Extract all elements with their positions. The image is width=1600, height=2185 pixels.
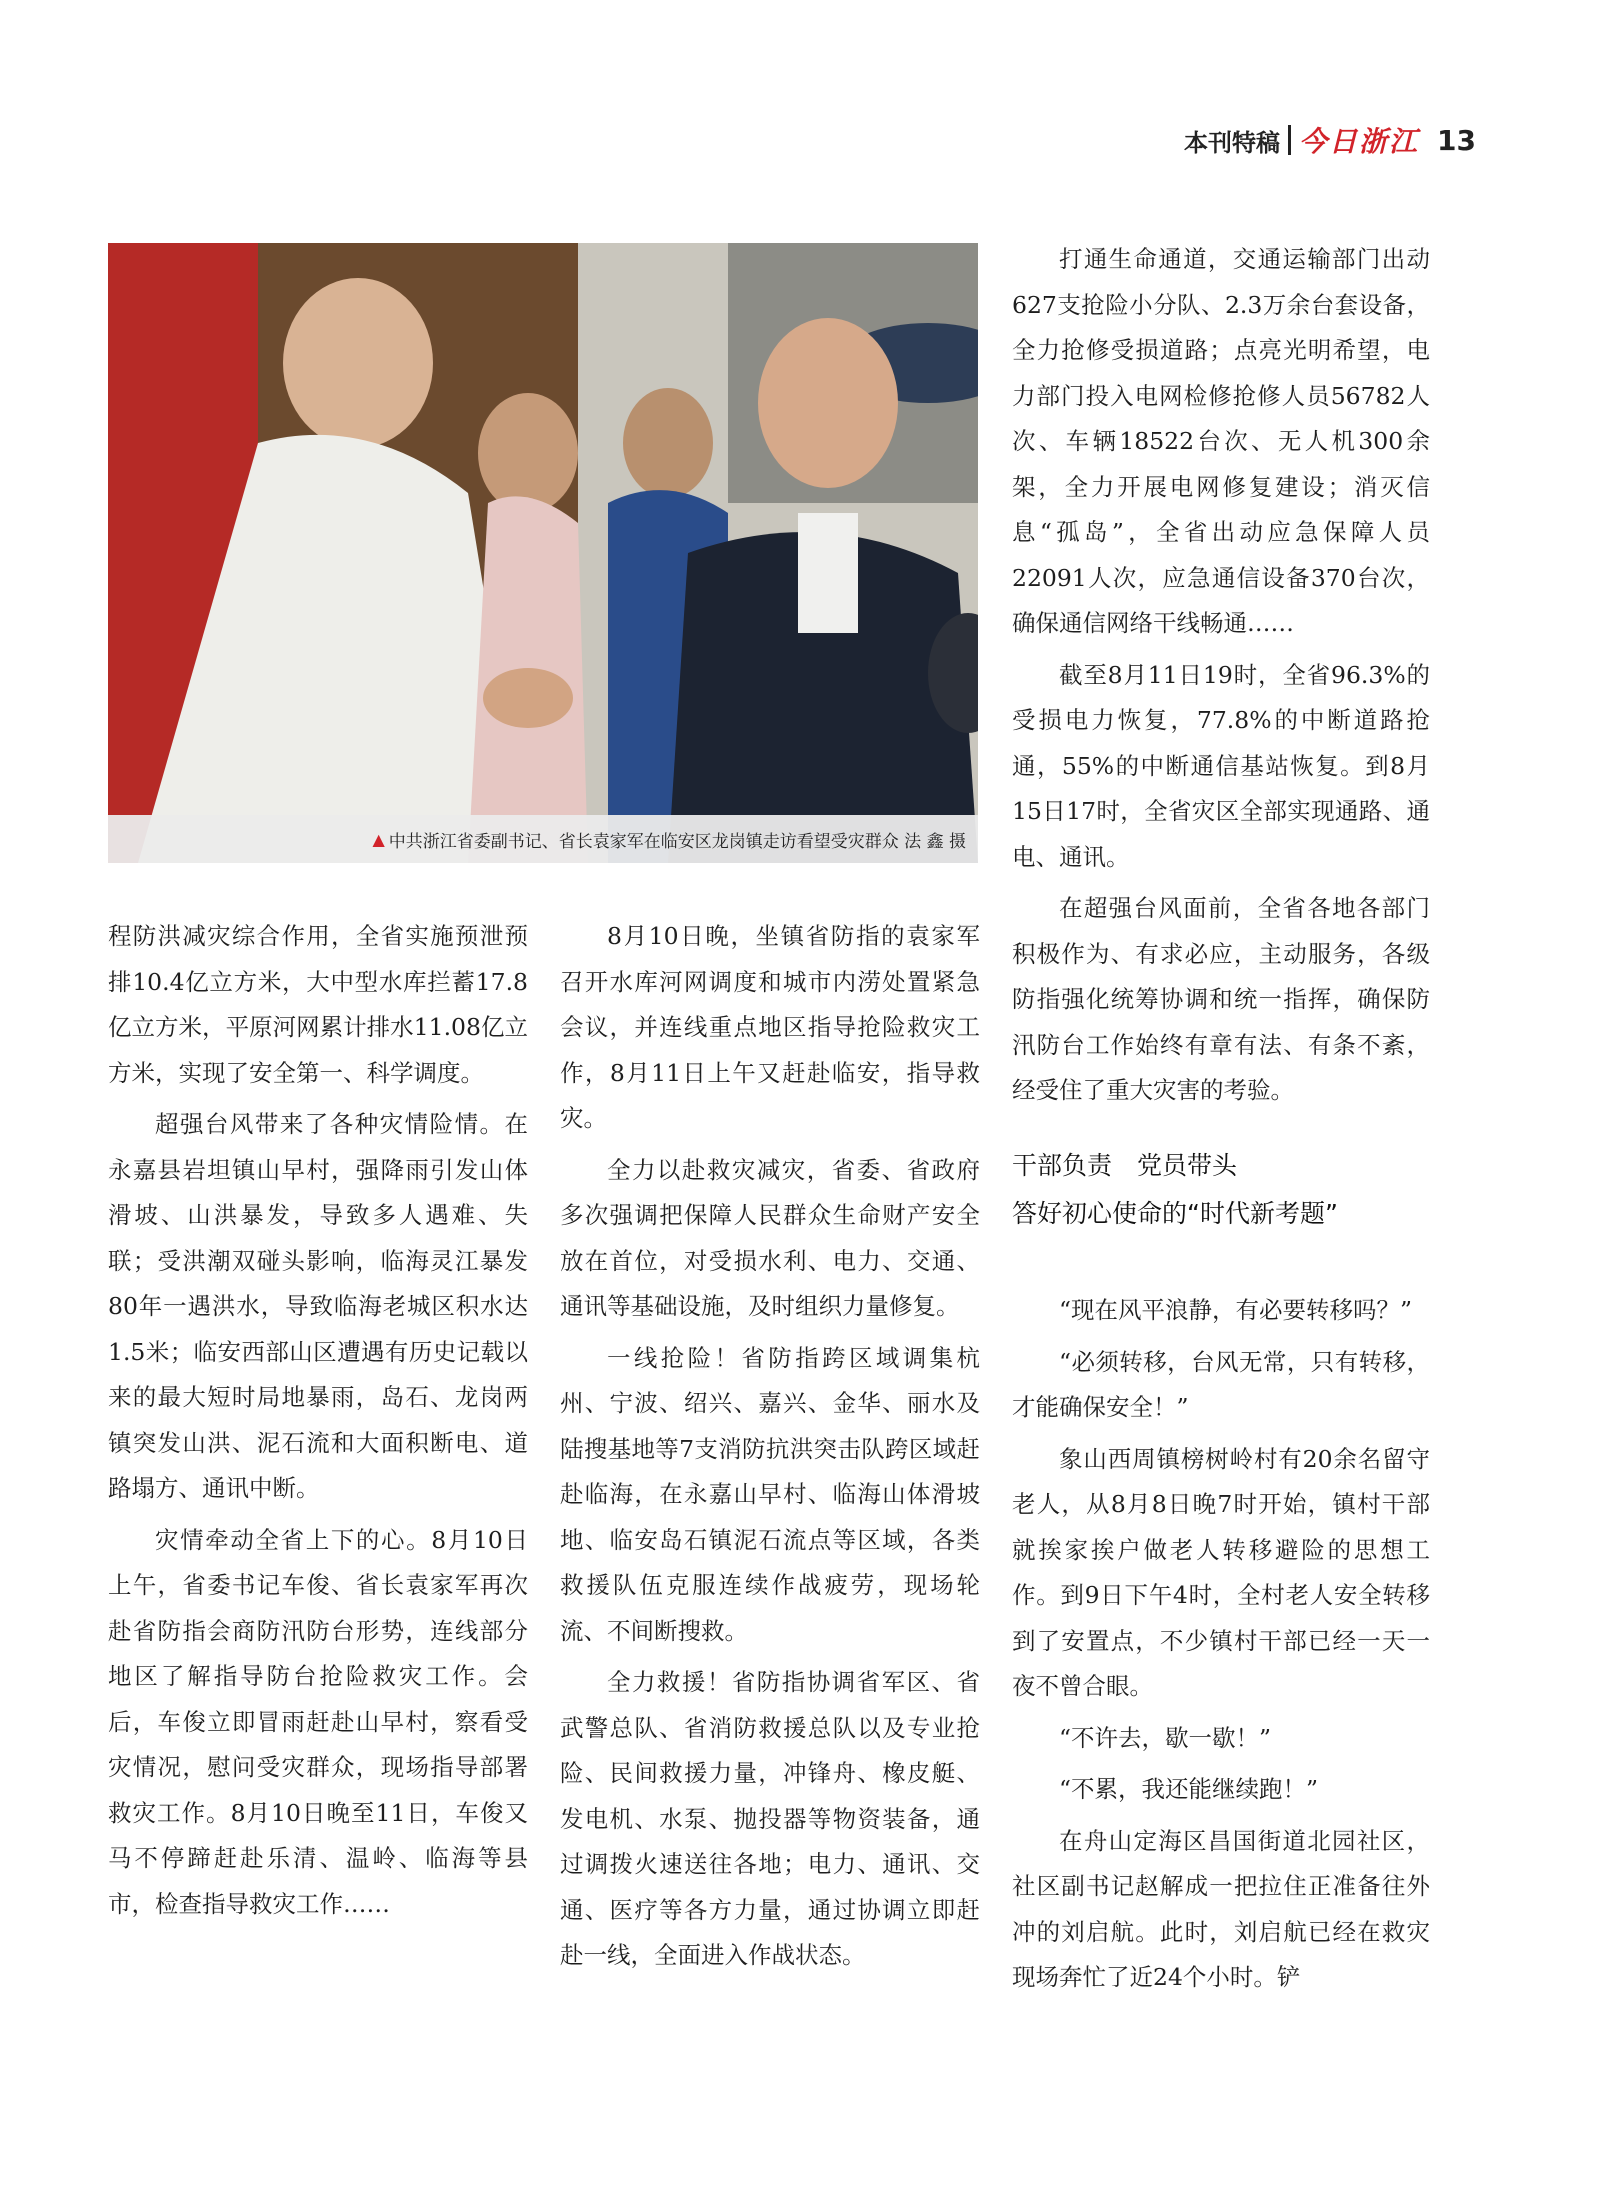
photo-illustration [108,243,978,863]
photo-caption [108,815,978,863]
paragraph: “现在风平浪静，有必要转移吗？” [1059,1296,1413,1324]
paragraph: 截至8月11日19时，全省96.3%的受损电力恢复，77.8%的中断道路抢通，55%的中断通信基站恢复。到8月15日17时，全省灾区全部实现通路、通电、通讯。 [1012,660,1430,871]
page-number: 13 [1437,123,1476,157]
subheading-line-1: 干部负责 党员带头 [1012,1151,1238,1180]
caption-text: 中共浙江省委副书记、省长袁家军在临安区龙岗镇走访看望受灾群众 法 鑫 摄 [388,831,966,852]
section-subheading [1012,1142,1452,1238]
paragraph: 全力以赴救灾减灾，省委、省政府多次强调把保障人民群众生命财产安全放在首位，对受损水利、电力、交通、通讯等基础设施，及时组织力量修复。 [560,1155,980,1320]
article-column-2 [560,914,980,1985]
paragraph: “不累，我还能继续跑！” [1059,1775,1319,1803]
section-title: 本刊特稿 [1184,128,1281,157]
caption-triangle-icon: ▲ [372,829,385,849]
page-header [1184,120,1476,160]
paragraph: “必须转移，台风无常，只有转移，才能确保安全！” [1012,1347,1430,1421]
header-divider [1288,125,1291,155]
article-column-3-top [1012,237,1430,1120]
paragraph: 象山西周镇榜树岭村有20余名留守老人，从8月8日晚7时开始，镇村干部就挨家挨户做老人转移避险的思想工作。到9日下午4时，全村老人安全转移到了安置点，不少镇村干部已经一天一夜不曾合眼。 [1012,1444,1430,1700]
magazine-logo: 今日浙江 [1299,125,1420,158]
subheading-line-2: 答好初心使命的“时代新考题” [1012,1199,1338,1228]
news-photo [108,243,978,863]
paragraph: 在舟山定海区昌国街道北园社区，社区副书记赵解成一把拉住正准备往外冲的刘启航。此时，刘启航已经在救灾现场奔忙了近24个小时。铲 [1012,1826,1430,1991]
paragraph: 超强台风带来了各种灾情险情。在永嘉县岩坦镇山早村，强降雨引发山体滑坡、山洪暴发，导致多人遇难、失联；受洪潮双碰头影响，临海灵江暴发80年一遇洪水，导致临海老城区积水达1.5米；临安西部山区遭遇有历史记载以来的最大短时局地暴雨，岛石、龙岗两镇突发山洪、泥石流和大面积断电、道路塌方、通讯中断。 [108,1110,528,1502]
article-column-3-bottom [1012,1288,1430,2007]
paragraph: 灾情牵动全省上下的心。8月10日上午，省委书记车俊、省长袁家军再次赴省防指会商防汛防台形势，连线部分地区了解指导防台抢险救灾工作。会后，车俊立即冒雨赶赴山早村，察看受灾情况，慰问受灾群众，现场指导部署救灾工作。8月10日晚至11日，车俊又马不停蹄赶赴乐清、温岭、临海等县市，检查指导救灾工作…… [108,1525,528,1918]
paragraph: 8月10日晚，坐镇省防指的袁家军召开水库河网调度和城市内涝处置紧急会议，并连线重点地区指导抢险救灾工作，8月11日上午又赶赴临安，指导救灾。 [560,922,980,1132]
article-column-1 [108,914,528,1933]
paragraph: 全力救援！省防指协调省军区、省武警总队、省消防救援总队以及专业抢险、民间救援力量，冲锋舟、橡皮艇、发电机、水泵、抛投器等物资装备，通过调拨火速送往各地；电力、通讯、交通、医疗等各方力量，通过协调立即赶赴一线，全面进入作战状态。 [560,1668,980,1969]
paragraph: 程防洪减灾综合作用，全省实施预泄预排10.4亿立方米，大中型水库拦蓄17.8亿立方米，平原河网累计排水11.08亿立方米，实现了安全第一、科学调度。 [108,922,528,1087]
paragraph: 一线抢险！省防指跨区域调集杭州、宁波、绍兴、嘉兴、金华、丽水及陆搜基地等7支消防抗洪突击队跨区域赶赴临海，在永嘉山早村、临海山体滑坡地、临安岛石镇泥石流点等区域，各类救援队伍克服连续作战疲劳，现场轮流、不间断搜救。 [560,1343,980,1645]
paragraph: 打通生命通道，交通运输部门出动627支抢险小分队、2.3万余台套设备，全力抢修受损道路；点亮光明希望，电力部门投入电网检修抢修人员56782人次、车辆18522台次、无人机300余架，全力开展电网修复建设；消灭信息“孤岛”，全省出动应急保障人员22091人次，应急通信设备370台次，确保通信网络干线畅通…… [1012,245,1430,637]
paragraph: “不许去，歇一歇！” [1059,1723,1272,1752]
paragraph: 在超强台风面前，全省各地各部门积极作为、有求必应，主动服务，各级防指强化统筹协调和统一指挥，确保防汛防台工作始终有章有法、有条不紊，经受住了重大灾害的考验。 [1012,894,1430,1104]
